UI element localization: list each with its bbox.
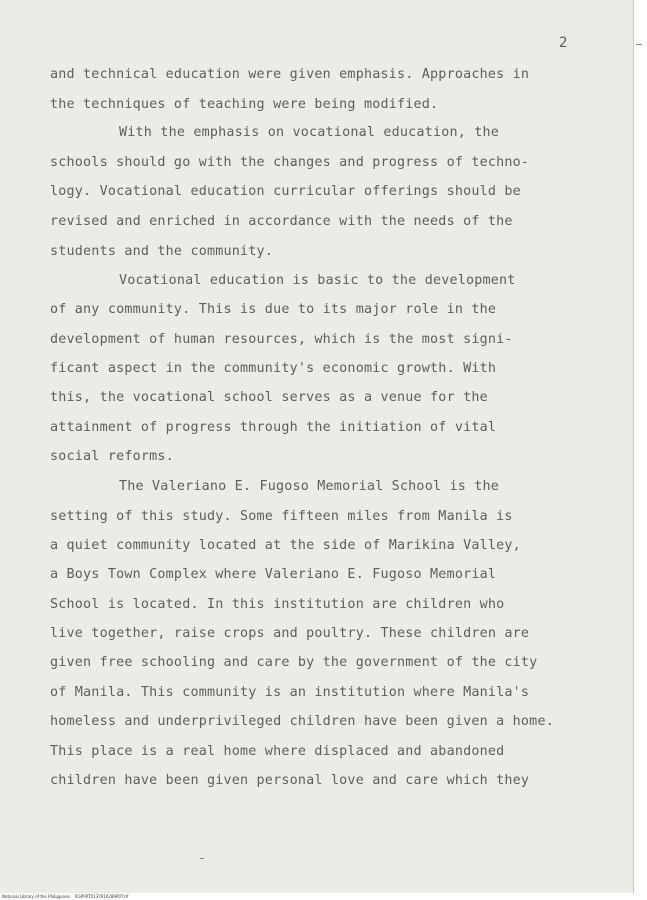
paragraph-first-line: With the emphasis on vocational education, the [119, 125, 500, 140]
text-line: students and the community. [50, 244, 274, 259]
text-line: and technical education were given emphasis. Approaches in [50, 67, 530, 82]
footer-file-id: RGP0PT0137910289P0T.tif [74, 894, 129, 899]
text-line: live together, raise crops and poultry. These children are [50, 626, 530, 641]
text-line: this, the vocational school serves as a venue for the [50, 390, 488, 405]
paragraph-first-line: The Valeriano E. Fugoso Memorial School is the [119, 479, 500, 494]
text-line: logy. Vocational education curricular offerings should be [50, 184, 521, 199]
text-line: a Boys Town Complex where Valeriano E. Fugoso Memorial [50, 567, 497, 582]
text-line: schools should go with the changes and progress of techno- [50, 155, 530, 170]
text-line: attainment of progress through the initiation of vital [50, 420, 497, 435]
footer-library-name: National Library of the Philippines [2, 894, 70, 899]
text-line: This place is a real home where displaced and abandoned [50, 744, 505, 759]
text-line: a quiet community located at the side of Marikina Valley, [50, 538, 521, 553]
text-line: revised and enriched in accordance with the needs of the [50, 214, 513, 229]
text-line: ficant aspect in the community's economic growth. With [50, 361, 497, 376]
text-line: of Manila. This community is an institution where Manila's [50, 685, 530, 700]
text-line: School is located. In this institution are children who [50, 597, 505, 612]
scan-footer-text [2, 894, 128, 899]
text-line: of any community. This is due to its major role in the [50, 302, 497, 317]
text-line: given free schooling and care by the government of the city [50, 655, 538, 670]
text-line: social reforms. [50, 449, 174, 464]
text-line: the techniques of teaching were being modified. [50, 97, 439, 112]
scan-speck [200, 858, 204, 859]
text-line: setting of this study. Some fifteen miles from Manila is [50, 509, 513, 524]
scan-speck [636, 44, 642, 45]
page-number: 2 [559, 35, 568, 51]
text-line: children have been given personal love and care which they [50, 773, 530, 788]
text-line: homeless and underprivileged children have been given a home. [50, 714, 554, 729]
text-line: development of human resources, which is the most signi- [50, 332, 513, 347]
paragraph-first-line: Vocational education is basic to the development [119, 273, 516, 288]
